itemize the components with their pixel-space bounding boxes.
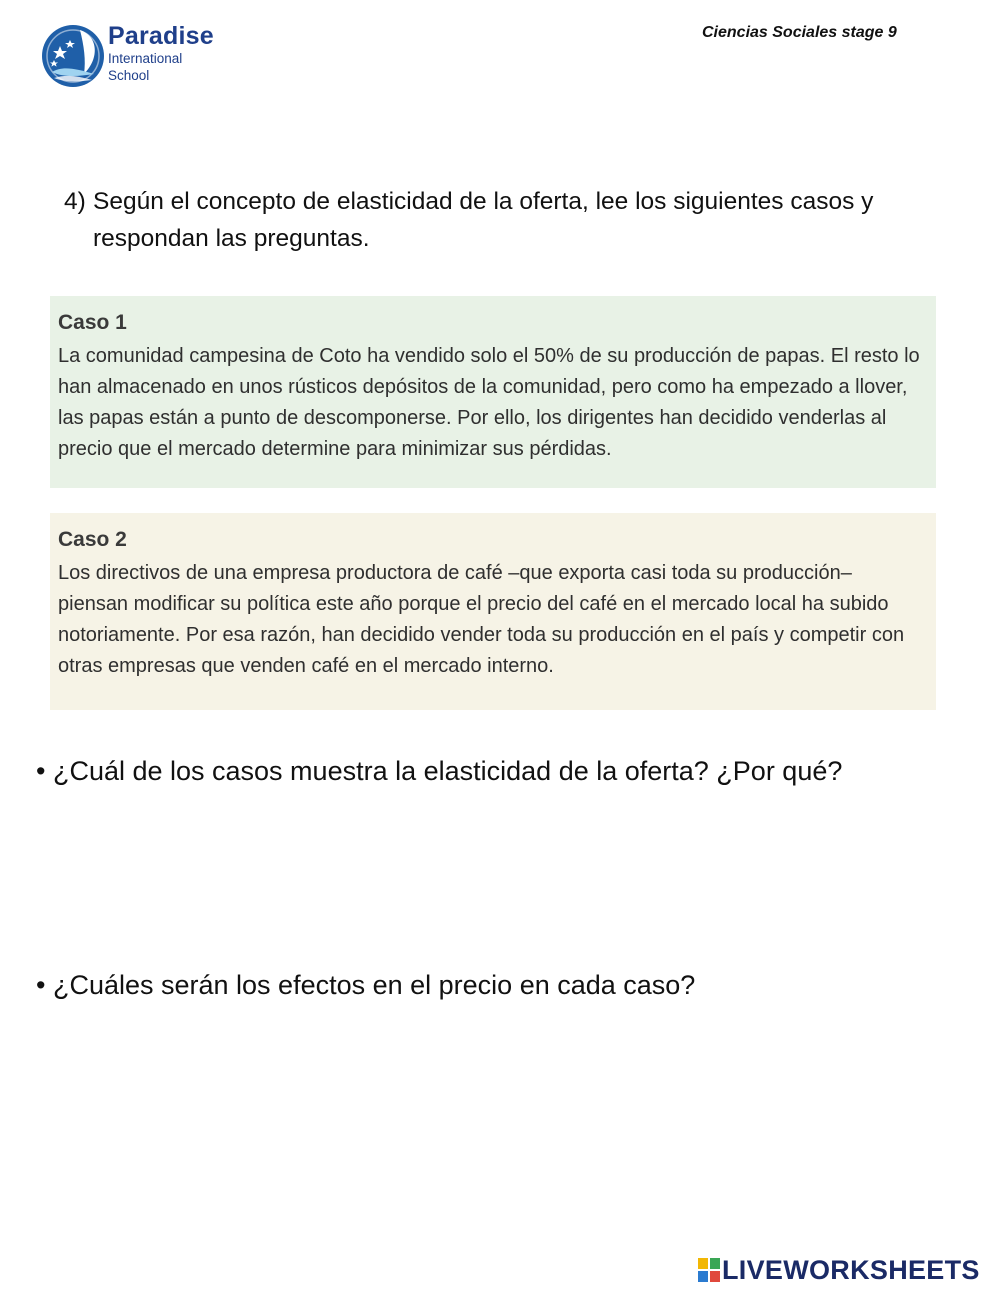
instruction-number: 4) <box>64 188 86 215</box>
case-2-box <box>50 513 936 710</box>
liveworksheets-watermark <box>698 1254 980 1286</box>
logo-subtitle-line2: School <box>108 68 150 84</box>
logo-text <box>108 24 214 83</box>
liveworksheets-text: LIVEWORKSHEETS <box>722 1254 980 1285</box>
case-1-body: La comunidad campesina de Coto ha vendido solo el 50% de su producción de papas. El resto lo han almacenado en unos rústicos depósitos de la comunidad, pero como ha empezado a llover, las papas están a punto de descomponerse. Por ello, los dirigentes han decidido venderlas al precio que el mercado determine para minimizar sus pérdidas. <box>58 345 920 460</box>
logo-subtitle-line1: International <box>108 51 183 66</box>
question-1: • ¿Cuál de los casos muestra la elasticidad de la oferta? ¿Por qué? <box>36 756 843 786</box>
liveworksheets-logo-icon <box>698 1258 720 1282</box>
instruction <box>64 183 954 257</box>
case-2-title: Caso 2 <box>58 528 127 551</box>
question-2: • ¿Cuáles serán los efectos en el precio en cada caso? <box>36 970 696 1000</box>
case-1-title: Caso 1 <box>58 311 127 334</box>
school-crest-icon <box>40 18 106 94</box>
case-2-body: Los directivos de una empresa productora de café –que exporta casi toda su producción– piensan modificar su política este año porque el precio del café en el mercado local ha subido notoriamente. Por esa razón, han decidido vender toda su producción en el país y competir con otras empresas que venden café en el mercado interno. <box>58 562 905 677</box>
case-1-box <box>50 296 936 488</box>
subject-heading: Ciencias Sociales stage 9 <box>702 24 897 41</box>
school-logo <box>40 18 220 94</box>
instruction-text: Según el concepto de elasticidad de la oferta, lee los siguientes casos y respondan las preguntas. <box>93 188 874 252</box>
logo-name: Paradise <box>108 22 214 50</box>
